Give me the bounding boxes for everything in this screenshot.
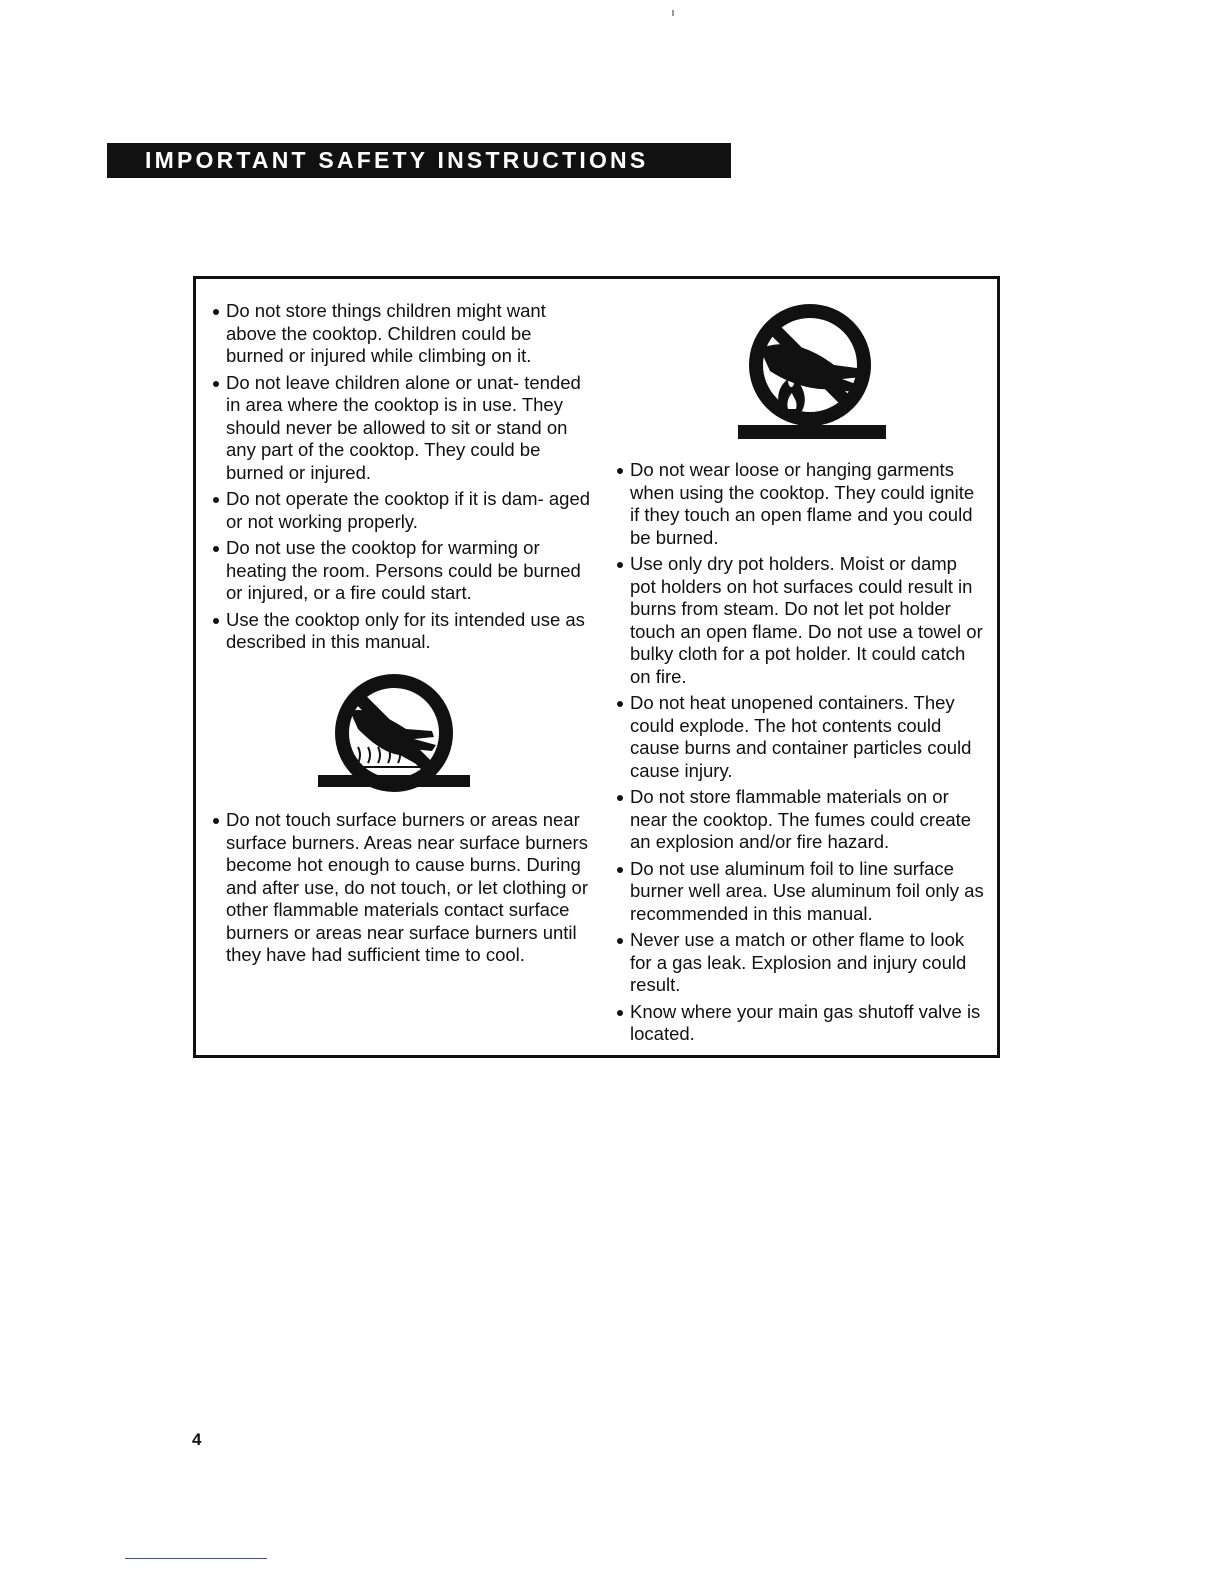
left-bottom-bullet-list	[212, 809, 592, 967]
bullet-item: Never use a match or other flame to look for a gas leak. Explosion and injury could result.	[616, 929, 986, 997]
bullet-item: Do not use aluminum foil to line surface burner well area. Use aluminum foil only as recommended in this manual.	[616, 858, 986, 926]
bullet-item: Do not use the cooktop for warming or heating the room. Persons could be burned or injured, or a fire could start.	[212, 537, 592, 605]
bullet-item: Do not heat unopened containers. They could explode. The hot contents could cause burns and container particles could cause injury.	[616, 692, 986, 782]
bullet-item: Do not operate the cooktop if it is dam- aged or not working properly.	[212, 488, 592, 533]
safety-box	[193, 276, 1000, 1058]
left-column-bottom	[212, 809, 592, 971]
right-bullet-list	[616, 459, 986, 1046]
section-title: IMPORTANT SAFETY INSTRUCTIONS	[145, 147, 649, 173]
bullet-item: Do not leave children alone or unat- tended in area where the cooktop is in use. They should never be allowed to sit or stand on any part of the cooktop. They could be burned or injured.	[212, 372, 592, 485]
no-touching-burner-icon	[314, 671, 474, 811]
bullet-item: Use only dry pot holders. Moist or damp pot holders on hot surfaces could result in burns from steam. Do not let pot holder touch an open flame. Do not use a towel or bulky cloth for a pot holder. It could catch on fire.	[616, 553, 986, 688]
left-bullet-list	[212, 300, 592, 654]
bullet-item: Do not wear loose or hanging garments when using the cooktop. They could ignite if they touch an open flame and you could be burned.	[616, 459, 986, 549]
bullet-item: Do not touch surface burners or areas near surface burners. Areas near surface burners become hot enough to cause burns. During and after use, do not touch, or let clothing or other flammable materials contact surface burners or areas near surface burners until they have had sufficient time to cool.	[212, 809, 592, 967]
section-header	[107, 143, 731, 178]
no-loose-garments-icon	[730, 299, 890, 443]
bullet-item: Use the cooktop only for its intended use as described in this manual.	[212, 609, 592, 654]
scan-speck	[672, 10, 674, 16]
bullet-item: Do not store things children might want above the cooktop. Children could be burned or injured while climbing on it.	[212, 300, 592, 368]
bullet-item: Do not store flammable materials on or near the cooktop. The fumes could create an explosion and/or fire hazard.	[616, 786, 986, 854]
bullet-item: Know where your main gas shutoff valve is located.	[616, 1001, 986, 1046]
right-column	[616, 459, 986, 1050]
left-column	[212, 300, 592, 658]
page-number: 4	[192, 1430, 202, 1449]
footer-rule	[125, 1558, 267, 1559]
